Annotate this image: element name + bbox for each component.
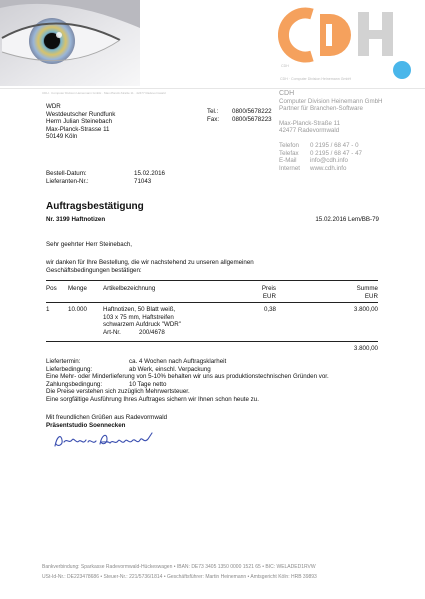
care-note: Eine sorgfältige Ausführung Ihres Auftrages sichern wir Ihnen schon heute zu.: [46, 395, 259, 403]
conditions-label: Lieferbedingung:: [46, 365, 93, 373]
sender-website: Internet www.cdh.info: [279, 164, 347, 172]
recipient-line: Herrn Julian Steinebach: [46, 118, 113, 126]
sender-fax: Telefax 0 2195 / 68 47 - 47: [279, 149, 362, 157]
supplier-no-label: Lieferanten-Nr.:: [46, 177, 89, 185]
intro-text: wir danken für Ihre Bestellung, die wir nachstehend zu unseren allgemeinen Geschäftsbedingungen bestätigen:: [46, 259, 254, 274]
row-pos: 1: [46, 306, 50, 313]
order-meta: [46, 170, 165, 185]
table-bottom-rule: [46, 341, 378, 342]
footer-legal-line: USt-Id-Nr.: DE223478686 • Steuer-Nr.: 221/5736/1814 • Geschäftsführer: Martin Heinemann • Amtsgericht Köln: HRB 39893: [42, 573, 317, 580]
eye-photo: [0, 0, 140, 86]
sender-city: 42477 Radevormwald: [279, 127, 340, 135]
sender-name: CDH: [279, 90, 295, 97]
sender-partner: Partner für Branchen-Software: [279, 105, 363, 113]
recipient-line: Max-Planck-Strasse 11: [46, 125, 110, 133]
tel-value: 0800/5678222: [232, 108, 272, 115]
conditions-value: ab Werk, einschl. Verpackung: [129, 365, 211, 373]
table-top-rule: [46, 280, 378, 281]
row-total: 3.800,00: [353, 306, 378, 313]
sender-address-line: CDH · Computer Division Heinemann GmbH · Max-Planck-Straße 11 · 42477 Radevormwald: [42, 91, 166, 95]
delivery-value: ca. 4 Wochen nach Auftragsklarheit: [129, 358, 227, 365]
sender-block: [279, 90, 383, 172]
col-qty: Menge: [68, 285, 87, 292]
order-date-label: Bestell-Datum:: [46, 170, 87, 177]
payment-label: Zahlungsbedingung:: [46, 380, 103, 388]
closing-studio: Präsentstudio Soennecken: [46, 421, 126, 429]
document-title: Auftragsbestätigung: [46, 201, 144, 212]
footer-bank-line: Bankverbindung: Sparkasse Radevormwald-Hückeswagen • IBAN: DE73 3405 1350 0000 1521 65 • BIC: WELADED1RVW: [42, 564, 316, 570]
closing-block: [46, 414, 167, 429]
closing-regards: Mit freundlichen Grüßen aus Radevormwald: [46, 414, 168, 421]
document-date-ref: 15.02.2016 Lem/BB-79: [315, 216, 379, 223]
brand-tagline: CDH · Computer Division Heinemann GmbH: [280, 77, 352, 81]
sender-company: Computer Division Heinemann GmbH: [279, 97, 383, 105]
handwritten-signature: [52, 430, 157, 452]
footer: [42, 563, 317, 582]
fax-label: Fax:: [207, 115, 220, 123]
greeting: Sehr geehrter Herr Steinebach,: [46, 241, 132, 248]
recipient-line: WDR: [46, 103, 61, 110]
recipient-address: [46, 103, 115, 141]
company-logo: [278, 4, 418, 89]
order-date: 15.02.2016: [134, 170, 165, 177]
terms-block: [46, 358, 386, 404]
col-price: Preis EUR: [261, 285, 276, 300]
grand-total: 3.800,00: [353, 345, 378, 352]
recipient-line: Westdeutscher Rundfunk: [46, 110, 116, 118]
supplier-no: 71043: [134, 177, 152, 185]
table-row: [46, 306, 378, 346]
sender-street: Max-Planck-Straße 11: [279, 119, 341, 127]
tel-label: Tel.:: [207, 108, 219, 115]
sender-email: E-Mail info@cdh.info: [279, 157, 348, 165]
row-qty: 10.000: [68, 306, 87, 313]
row-price: 0,38: [263, 306, 276, 313]
delivery-label: Liefertermin:: [46, 358, 81, 365]
recipient-line: 50149 Köln: [46, 133, 78, 141]
tolerance-note: Eine Mehr- oder Minderlieferung von 5-10% behalten wir uns aus produktionstechnischen Gründen vor.: [46, 373, 329, 381]
col-total: Summe EUR: [356, 285, 378, 300]
col-desc: Artikelbezeichnung: [103, 285, 156, 292]
col-pos: Pos: [46, 285, 57, 292]
document-number: Nr. 3199 Haftnotizen: [46, 216, 106, 223]
recipient-contact: [207, 108, 272, 123]
fax-value: 0800/5678223: [232, 115, 272, 123]
logo-caption: CDH: [281, 64, 289, 68]
row-desc: Haftnotizen, 50 Blatt weiß, 103 x 75 mm, Haftstreifen schwarzem Aufdruck "WDR" Art-Nr. 200/4678: [103, 306, 181, 336]
payment-value: 10 Tage netto: [129, 380, 167, 388]
table-header-rule: [46, 302, 378, 303]
vat-note: Die Preise verstehen sich zuzüglich Mehrwertsteuer.: [46, 388, 190, 396]
sender-phone: Telefon 0 2195 / 68 47 - 0: [279, 141, 359, 149]
cdh-logo-graphic: [278, 4, 418, 84]
header-divider: [0, 88, 425, 89]
